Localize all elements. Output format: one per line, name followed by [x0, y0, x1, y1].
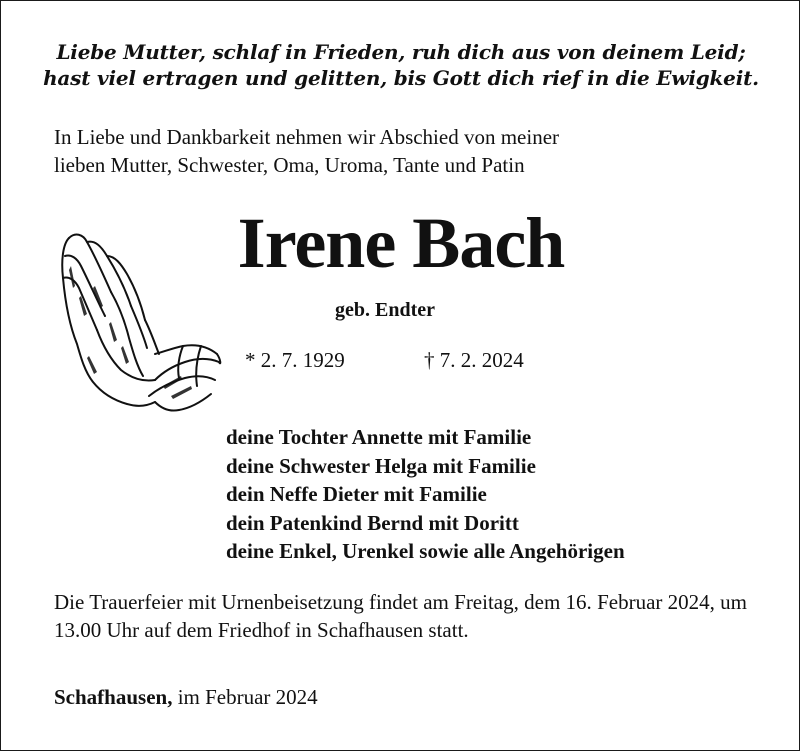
death-date: † 7. 2. 2024 — [424, 348, 524, 372]
maiden-name: geb. Endter — [335, 299, 435, 321]
intro-line-1: In Liebe und Dankbarkeit nehmen wir Abschied von meiner — [54, 125, 560, 149]
mourner-line: dein Neffe Dieter mit Familie — [226, 482, 487, 506]
mourner-line: deine Schwester Helga mit Familie — [226, 453, 536, 478]
mourner-line: deine Enkel, Urenkel sowie alle Angehörigen — [226, 539, 625, 563]
intro-text — [54, 123, 754, 179]
mourner-line: deine Tochter Annette mit Familie — [226, 425, 532, 449]
verse-line-2: hast viel ertragen und gelitten, bis Gott dich rief in die Ewigkeit. — [43, 66, 759, 90]
mourner-line: dein Patenkind Bernd mit Doritt — [226, 510, 519, 535]
closing-date: im Februar 2024 — [177, 685, 318, 709]
verse — [1, 39, 800, 91]
mourners-list — [226, 423, 625, 566]
deceased-name: Irene Bach — [237, 203, 565, 283]
closing-place: Schafhausen, — [54, 685, 173, 709]
verse-line-1: Liebe Mutter, schlaf in Frieden, ruh dich aus von deinem Leid; — [56, 40, 746, 64]
intro-line-2: lieben Mutter, Schwester, Oma, Uroma, Tante und Patin — [54, 153, 525, 177]
closing-line — [54, 685, 318, 710]
service-announcement: Die Trauerfeier mit Urnenbeisetzung findet am Freitag, dem 16. Februar 2024, um 13.00 Uhr auf dem Friedhof in Schafhausen statt. — [54, 590, 747, 642]
birth-date: * 2. 7. 1929 — [245, 348, 345, 372]
